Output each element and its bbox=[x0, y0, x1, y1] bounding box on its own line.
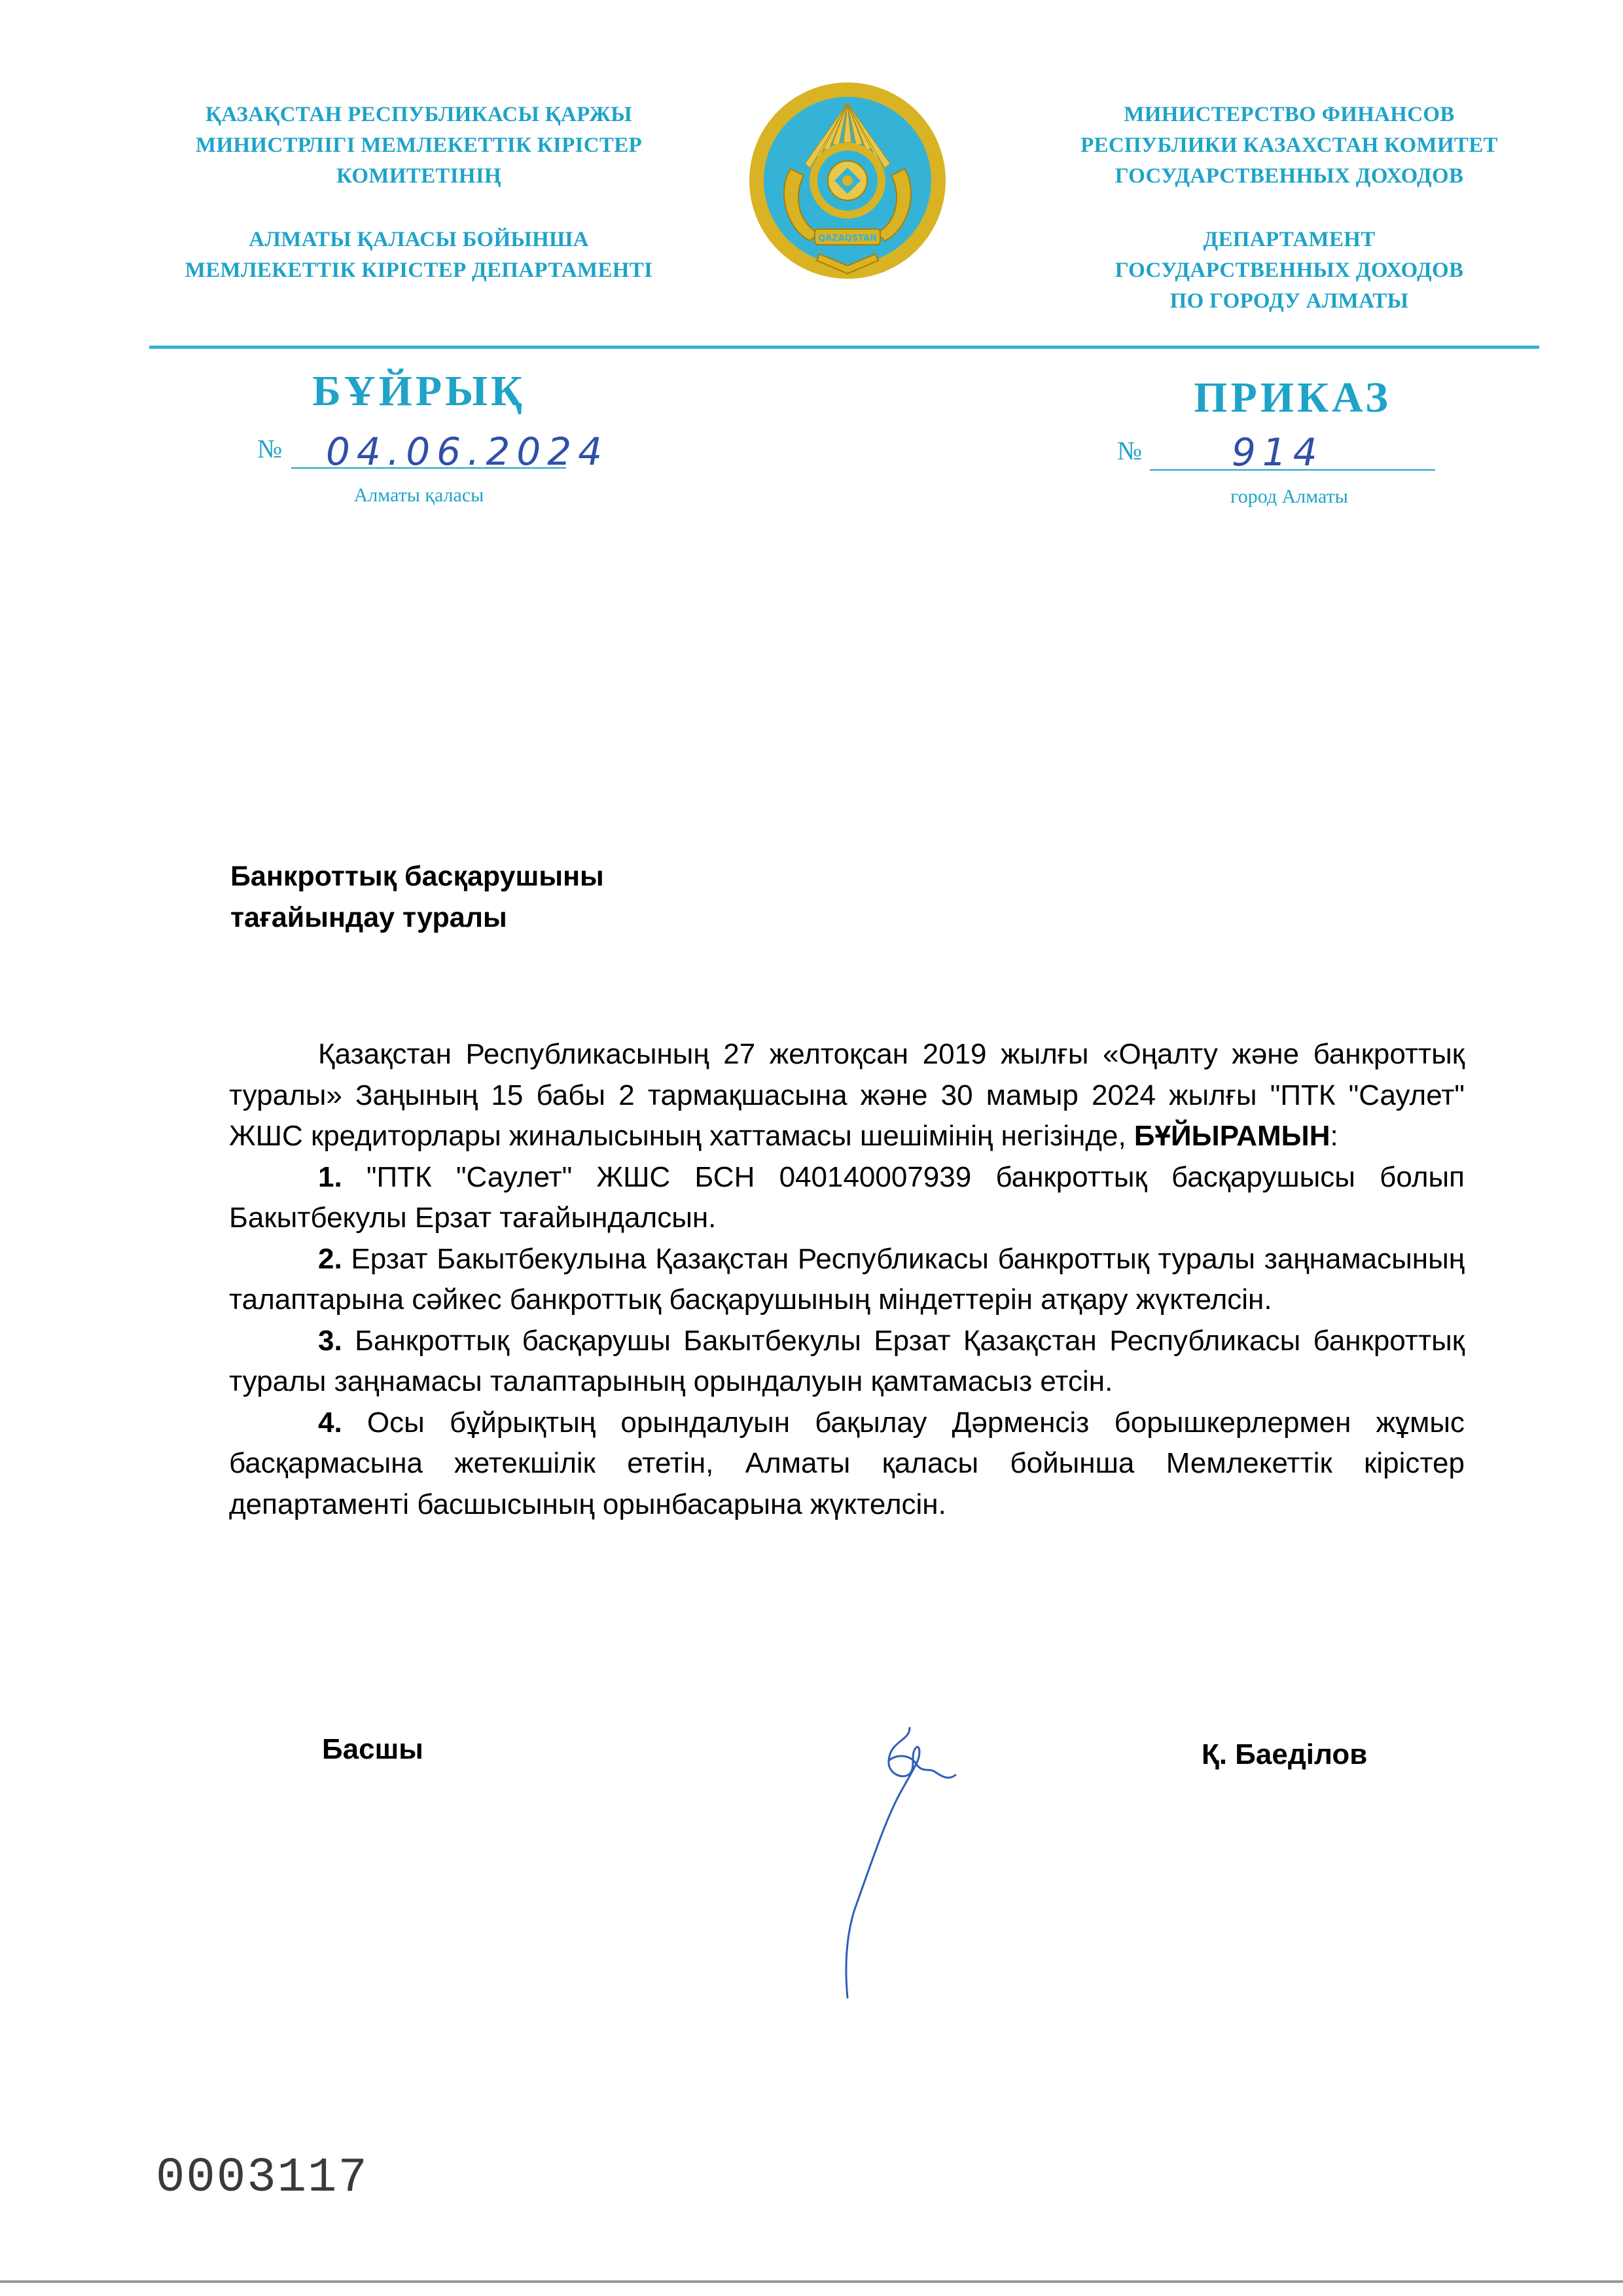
ministry-ru-line: МИНИСТЕРСТВО ФИНАНСОВ bbox=[1124, 103, 1455, 126]
order-item bbox=[229, 1239, 1465, 1321]
subject-line: тағайындау туралы bbox=[230, 902, 507, 933]
item-number: 4. bbox=[318, 1406, 342, 1439]
handwritten-signature bbox=[812, 1715, 995, 2003]
order-verb: БҰЙЫРАМЫН bbox=[1133, 1120, 1330, 1152]
ministry-ru-line: ГОСУДАРСТВЕННЫХ ДОХОДОВ bbox=[1115, 164, 1464, 188]
preamble-end: : bbox=[1330, 1120, 1338, 1152]
preamble-paragraph bbox=[229, 1034, 1465, 1157]
order-body bbox=[229, 1034, 1465, 1525]
serial-number: 0003117 bbox=[156, 2151, 368, 2206]
order-subject bbox=[230, 856, 819, 939]
emblem-text: QAZAQSTAN bbox=[818, 234, 877, 243]
item-number: 1. bbox=[318, 1160, 342, 1193]
item-text: Осы бұйрықтың орындалуын бақылау Дәрменсіз борышкерлермен жұмыс басқармасына жетекшілік ететін, Алматы қаласы бойынша Мемлекеттік кірістер департаменті басшысының орынбасарына жүктелсін. bbox=[229, 1406, 1465, 1520]
order-title-ru: ПРИКАЗ bbox=[1194, 374, 1391, 422]
signatory-position: Басшы bbox=[322, 1733, 423, 1765]
item-number: 3. bbox=[318, 1324, 342, 1357]
item-number: 2. bbox=[318, 1242, 342, 1275]
city-label-kz: Алматы қаласы bbox=[353, 484, 484, 506]
order-item bbox=[229, 1403, 1465, 1526]
ministry-ru-line: РЕСПУБЛИКИ КАЗАХСТАН КОМИТЕТ bbox=[1080, 134, 1498, 157]
department-kz-line: АЛМАТЫ ҚАЛАСЫ БОЙЫНША bbox=[249, 228, 589, 251]
item-text: Ерзат Бакытбекулына Қазақстан Республикасы банкроттық туралы заңнамасының талаптарына сәйкес банкроттық басқарушының міндеттерін атқару жүктелсін. bbox=[229, 1242, 1465, 1316]
department-kz-line: МЕМЛЕКЕТТІК КІРІСТЕР ДЕПАРТАМЕНТІ bbox=[185, 259, 653, 282]
department-ru-line: ГОСУДАРСТВЕННЫХ ДОХОДОВ bbox=[1115, 259, 1464, 282]
letterhead-ru bbox=[995, 99, 1584, 317]
item-text: Банкроттық басқарушы Бакытбекулы Ерзат Қазақстан Республикасы банкроттық туралы заңнамасы талаптарының орындалуын қамтамасыз етсін. bbox=[229, 1324, 1465, 1397]
item-text: "ПТК "Саулет" ЖШС БСН 040140007939 банкроттық басқарушысы болып Бакытбекулы Ерзат тағайындалсын. bbox=[229, 1160, 1465, 1234]
signatory-name: Қ. Баеділов bbox=[1202, 1738, 1368, 1770]
order-title-kz: БҰЙРЫҚ bbox=[312, 367, 526, 415]
subject-line: Банкроттық басқарушыны bbox=[230, 861, 604, 892]
letterhead-kz bbox=[131, 99, 707, 286]
department-ru-line: ПО ГОРОДУ АЛМАТЫ bbox=[1169, 289, 1409, 313]
number-sign: № bbox=[257, 434, 283, 463]
letterhead-divider bbox=[149, 346, 1539, 349]
handwritten-number: 914 bbox=[1232, 430, 1324, 475]
ministry-kz-line: КОМИТЕТІНІҢ bbox=[336, 164, 501, 188]
number-sign: № bbox=[1117, 436, 1143, 465]
state-emblem-icon bbox=[745, 77, 950, 285]
department-ru-line: ДЕПАРТАМЕНТ bbox=[1203, 228, 1376, 251]
order-item bbox=[229, 1321, 1465, 1403]
order-number-field bbox=[1117, 430, 1438, 481]
city-label-ru: город Алматы bbox=[1230, 486, 1348, 507]
order-date-field bbox=[257, 429, 609, 479]
preamble-text: Қазақстан Республикасының 27 желтоқсан 2019 жылғы «Оңалту және банкроттық туралы» Заңының 15 бабы 2 тармақшасына және 30 мамыр 2024 жылғы "ПТК "Саулет" ЖШС кредиторлары жиналысының хаттамасы шешімінің негізінде, bbox=[229, 1038, 1465, 1152]
page-edge-line bbox=[0, 2280, 1623, 2283]
handwritten-date: 04.06.2024 bbox=[326, 429, 609, 474]
ministry-kz-line: МИНИСТРЛІГІ МЕМЛЕКЕТТІК КІРІСТЕР bbox=[196, 134, 642, 157]
ministry-kz-line: ҚАЗАҚСТАН РЕСПУБЛИКАСЫ ҚАРЖЫ bbox=[205, 103, 632, 126]
order-item bbox=[229, 1157, 1465, 1239]
